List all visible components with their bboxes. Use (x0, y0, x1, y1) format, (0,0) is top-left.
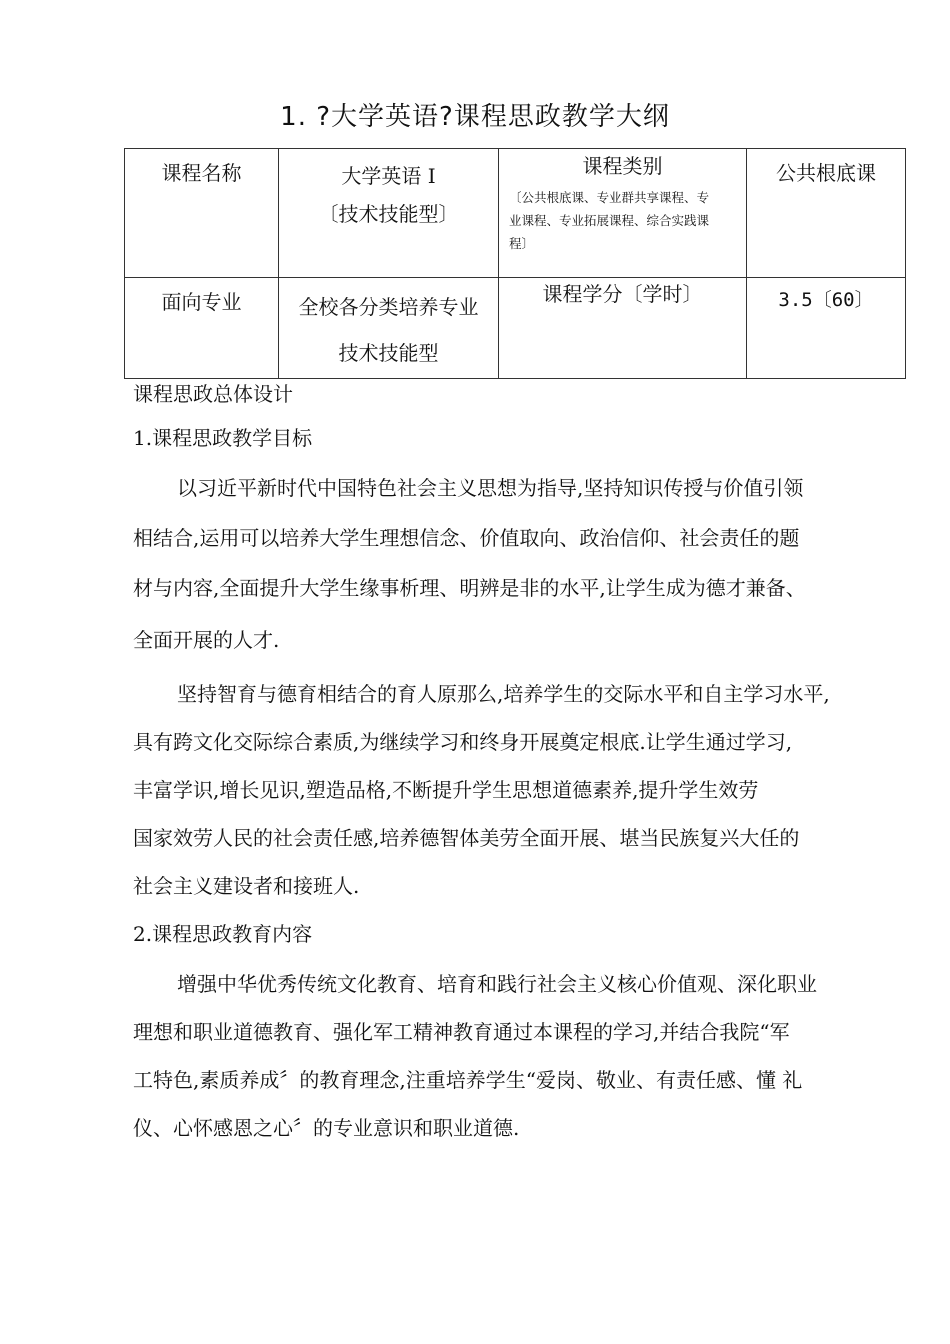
course-name-value-cell (279, 149, 499, 278)
paragraph-line: 坚持智育与德育相结合的育人原那么,培养学生的交际水平和自主学习水平, (177, 682, 830, 706)
category-note-line3: 程〕 (509, 236, 535, 251)
paragraph-line: 以习近平新时代中国特色社会主义思想为指导,坚持知识传授与价值引领 (177, 476, 804, 500)
credit-value-cell (747, 278, 906, 379)
document-title: 1. ?大学英语?课程思政教学大纲 (280, 102, 670, 132)
credit-label-cell (499, 278, 747, 379)
course-name-label-cell (125, 149, 279, 278)
paragraph-3 (133, 970, 908, 1162)
course-name-line1: 大学英语 I (341, 164, 436, 188)
section-overall-heading: 课程思政总体设计 (133, 382, 293, 406)
section1-heading: 1.课程思政教学目标 (133, 426, 313, 450)
major-value-cell (279, 278, 499, 379)
major-label-cell (125, 278, 279, 379)
course-category-label: 课程类别 (582, 154, 663, 178)
category-note-line1: 〔公共根底课、专业群共享课程、专 (509, 190, 710, 205)
paragraph-line: 仪、心怀感恩之心〞的专业意识和职业道德. (133, 1116, 520, 1140)
credit-value: 3.5〔60〕 (778, 289, 874, 311)
body-content (133, 380, 908, 1162)
paragraph-1 (133, 474, 908, 680)
course-info-table (124, 148, 906, 379)
paragraph-line: 社会主义建设者和接班人. (133, 874, 360, 898)
credit-label: 课程学分〔学时〕 (542, 282, 703, 306)
course-category-value: 公共根底课 (776, 161, 876, 185)
major-line1: 全校各分类培养专业 (298, 295, 479, 319)
paragraph-line: 增强中华优秀传统文化教育、培育和践行社会主义核心价值观、深化职业 (177, 972, 817, 996)
paragraph-line: 材与内容,全面提升大学生缘事析理、明辨是非的水平,让学生成为德才兼备、 (133, 576, 806, 600)
paragraph-line: 理想和职业道德教育、强化军工精神教育通过本课程的学习,并结合我院“军 (133, 1020, 790, 1044)
major-label: 面向专业 (161, 290, 242, 314)
course-name-label: 课程名称 (161, 161, 242, 185)
paragraph-line: 丰富学识,增长见识,塑造品格,不断提升学生思想道德素养,提升学生效劳 (133, 778, 759, 802)
table-row (125, 149, 906, 278)
section2-heading: 2.课程思政教育内容 (133, 922, 313, 946)
course-category-note (499, 178, 746, 255)
table-row (125, 278, 906, 379)
paragraph-line: 相结合,运用可以培养大学生理想信念、价值取向、政治信仰、社会责任的题 (133, 526, 800, 550)
course-category-value-cell (747, 149, 906, 278)
paragraph-line: 国家效劳人民的社会责任感,培养德智体美劳全面开展、堪当民族复兴大任的 (133, 826, 800, 850)
paragraph-line: 具有跨文化交际综合素质,为继续学习和终身开展奠定根底.让学生通过学习, (133, 730, 793, 754)
course-name-line2: 〔技术技能型〕 (318, 202, 459, 226)
category-note-line2: 业课程、专业拓展课程、综合实践课 (509, 213, 710, 228)
major-line2: 技术技能型 (338, 341, 439, 365)
paragraph-2 (133, 680, 908, 920)
course-category-label-cell (499, 149, 747, 278)
paragraph-line: 全面开展的人才. (133, 628, 280, 652)
paragraph-line: 工特色,素质养成〞的教育理念,注重培养学生“爱岗、敬业、有责任感、懂 礼 (133, 1068, 803, 1092)
